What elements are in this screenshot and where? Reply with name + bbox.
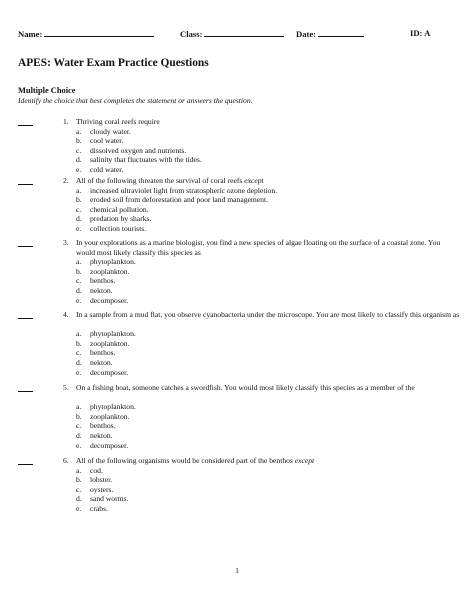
choice-letter: a. [76, 126, 82, 136]
class-label: Class: [180, 29, 203, 39]
choice-text: oysters. [90, 484, 114, 494]
choice-letter: e. [76, 440, 82, 450]
question-stem-text: In your explorations as a marine biologist, you find a new species of algae floating on the surface of a coastal zone. You would most likely classify this species as [76, 238, 441, 257]
choice-letter: e. [76, 503, 82, 513]
answer-blank[interactable] [18, 391, 33, 392]
question-stem-emphasis: except [294, 456, 315, 465]
page-number: 1 [235, 566, 239, 575]
choice-letter: a. [76, 465, 82, 475]
choice-text: benthos. [90, 276, 116, 286]
exam-id: ID: A [410, 28, 431, 38]
choice-text: crabs. [90, 503, 108, 513]
question-stem [76, 176, 460, 186]
choice-text: zooplankton. [90, 411, 130, 421]
question-stem [76, 456, 460, 466]
question-stem [76, 383, 460, 393]
name-label: Name: [18, 29, 43, 39]
section-heading: Multiple Choice [18, 86, 76, 95]
choice-letter: d. [76, 494, 82, 504]
choice-letter: c. [76, 145, 82, 155]
choice-text: predation by sharks. [90, 214, 152, 224]
choice-text: decomposer. [90, 367, 129, 377]
choice-text: cloudy water. [90, 126, 131, 136]
choice-letter: d. [76, 285, 82, 295]
question-stem-text: On a fishing boat, someone catches a swordfish. You would most likely classify this species as a member of the [76, 383, 415, 392]
page-title: APES: Water Exam Practice Questions [18, 57, 209, 69]
choice-text: phytoplankton. [90, 402, 136, 412]
student-info-header [18, 28, 458, 42]
choice-text: increased ultraviolet light from stratospheric ozone depletion. [90, 185, 278, 195]
choice-letter: d. [76, 155, 82, 165]
question-stem-text: Thriving coral reefs require [76, 117, 160, 126]
question-number: 2. [63, 176, 69, 185]
answer-blank[interactable] [18, 125, 33, 126]
choice-text: cool water. [90, 136, 124, 146]
choice-text: lobster. [90, 475, 113, 485]
date-label: Date: [296, 29, 317, 39]
choice-letter: e. [76, 223, 82, 233]
choice-letter: a. [76, 257, 82, 267]
question-stem [76, 238, 460, 257]
choice-text: zooplankton. [90, 338, 130, 348]
question-number: 3. [63, 238, 69, 247]
choice-text: chemical pollution. [90, 204, 149, 214]
choice-letter: b. [76, 411, 82, 421]
section-instructions: Identify the choice that best completes the statement or answers the question. [18, 96, 253, 105]
choice-text: zooplankton. [90, 266, 130, 276]
choice-text: nekton. [90, 285, 113, 295]
choice-text: phytoplankton. [90, 257, 136, 267]
choice-letter: a. [76, 329, 82, 339]
question-stem-text: In a sample from a mud flat, you observe cyanobacteria under the microscope. You are most likely to classify this organism as [76, 310, 460, 319]
choice-text: nekton. [90, 357, 113, 367]
answer-blank[interactable] [18, 246, 33, 247]
choice-letter: b. [76, 136, 82, 146]
date-field[interactable] [296, 28, 364, 39]
choice-text: decomposer. [90, 440, 129, 450]
choice-letter: a. [76, 402, 82, 412]
date-blank[interactable] [318, 28, 364, 37]
choice-letter: c. [76, 421, 82, 431]
choice-text: dissolved oxygen and nutrients. [90, 145, 187, 155]
choice-letter: e. [76, 164, 82, 174]
choice-letter: c. [76, 484, 82, 494]
choice-letter: d. [76, 357, 82, 367]
choice-letter: e. [76, 295, 82, 305]
choice-text: eroded soil from deforestation and poor land management. [90, 195, 268, 205]
choice-text: sand worms. [90, 494, 129, 504]
choice-text: benthos. [90, 348, 116, 358]
choice-text: collection tourists. [90, 223, 147, 233]
choice-text: benthos. [90, 421, 116, 431]
answer-blank[interactable] [18, 318, 33, 319]
choice-letter: d. [76, 430, 82, 440]
answer-blank[interactable] [18, 184, 33, 185]
question-number: 1. [63, 117, 69, 126]
choice-letter: b. [76, 338, 82, 348]
choice-text: nekton. [90, 430, 113, 440]
choice-text: phytoplankton. [90, 329, 136, 339]
choice-text: decomposer. [90, 295, 129, 305]
answer-blank[interactable] [18, 464, 33, 465]
choice-letter: c. [76, 204, 82, 214]
question-stem-emphasis: except [244, 176, 264, 185]
choice-letter: a. [76, 185, 82, 195]
question-stem-text: All of the following organisms would be considered part of the benthos [76, 456, 293, 465]
name-field[interactable] [18, 28, 154, 39]
question-number: 6. [63, 456, 69, 465]
choice-letter: b. [76, 195, 82, 205]
choice-letter: d. [76, 214, 82, 224]
choice-letter: b. [76, 475, 82, 485]
question-stem-text: All of the following threaten the survival of coral reefs [76, 176, 243, 185]
choice-letter: c. [76, 276, 82, 286]
question-stem [76, 310, 460, 320]
class-field[interactable] [180, 28, 284, 39]
question-number: 5. [63, 383, 69, 392]
choice-letter: c. [76, 348, 82, 358]
choice-text: cod. [90, 465, 103, 475]
choice-letter: b. [76, 266, 82, 276]
choice-letter: e. [76, 367, 82, 377]
question-stem [76, 117, 460, 127]
name-blank[interactable] [44, 28, 154, 37]
choice-text: cold water. [90, 164, 124, 174]
class-blank[interactable] [204, 28, 284, 37]
choice-text: salinity that fluctuates with the tides. [90, 155, 202, 165]
question-number: 4. [63, 310, 69, 319]
